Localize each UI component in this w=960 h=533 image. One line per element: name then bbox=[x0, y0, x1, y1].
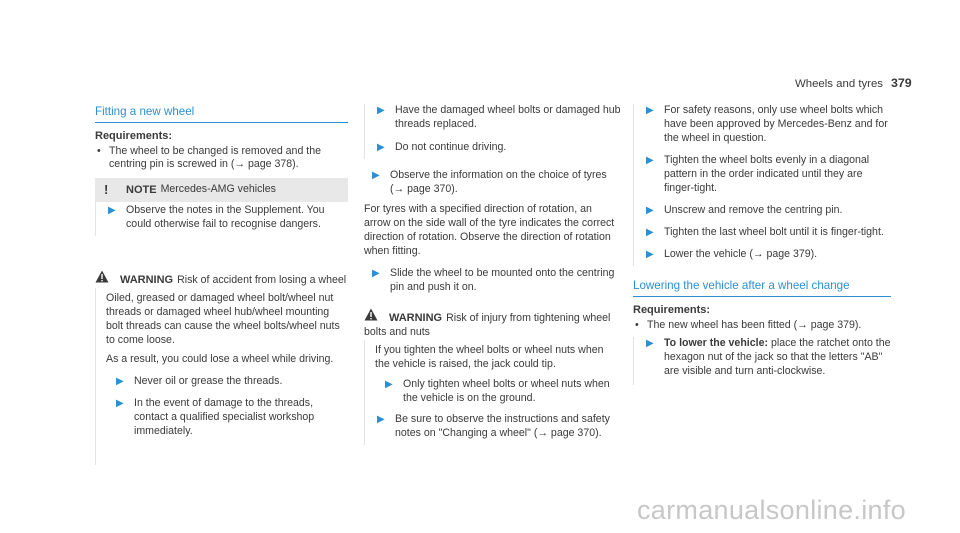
warning-title: WARNING bbox=[119, 274, 174, 286]
arrow-right-icon: ▶ bbox=[372, 267, 380, 279]
instruction-step: ▶ Do not continue driving. bbox=[364, 138, 621, 159]
section-heading-fitting: Fitting a new wheel bbox=[95, 104, 348, 123]
arrow-right-icon: ▶ bbox=[377, 105, 385, 116]
bullet-dot: • bbox=[635, 318, 639, 331]
instruction-step: ▶ In the event of damage to the threads, contact a qualified specialist workshop immediately. bbox=[116, 396, 315, 437]
page-number: 379 bbox=[891, 76, 912, 90]
arrow-right-icon: ▶ bbox=[377, 141, 385, 153]
body-paragraph: For tyres with a specified direction of rotation, an arrow on the side wall of the tyre indicates the correct direction of rotation. Observe the direction of rotation when fitting. bbox=[364, 202, 615, 257]
arrow-right-icon: ▶ bbox=[646, 338, 654, 349]
warning-paragraph: If you tighten the wheel bolts or wheel nuts when the vehicle is raised, the jack could tip. bbox=[375, 343, 604, 370]
bullet-dot: • bbox=[97, 144, 101, 157]
instruction-step: ▶ Tighten the wheel bolts evenly in a diagonal pattern in the order indicated until they are finger-tight. bbox=[633, 154, 891, 204]
instruction-step: ▶ Only tighten wheel bolts or wheel nuts when the vehicle is on the ground. bbox=[385, 377, 610, 404]
arrow-right-icon: ▶ bbox=[646, 105, 654, 116]
arrow-right-icon: ▶ bbox=[108, 205, 116, 216]
instruction-step: ▶ Tighten the last wheel bolt until it is finger-tight. bbox=[633, 226, 891, 248]
arrow-right-icon: ▶ bbox=[646, 226, 654, 238]
header-title: Wheels and tyres bbox=[795, 78, 883, 90]
instruction-step: ▶ Never oil or grease the threads. bbox=[116, 374, 283, 387]
instruction-step: ▶ For safety reasons, only use wheel bolts which have been approved by Mercedes-Benz and for the wheel in question. bbox=[633, 104, 891, 154]
running-header bbox=[795, 75, 912, 92]
requirement-item: • The new wheel has been fitted (→ page 379). bbox=[635, 318, 862, 331]
warning-title: WARNING bbox=[388, 312, 443, 324]
warning-head-text: Risk of accident from losing a wheel bbox=[177, 274, 347, 286]
requirement-item: • The wheel to be changed is removed and the centring pin is screwed in (→ page 378). bbox=[97, 144, 322, 171]
warning-box-accident bbox=[95, 269, 348, 465]
instruction-step: ▶ Observe the notes in the Supplement. You could otherwise fail to recognise dangers. bbox=[95, 202, 348, 236]
instruction-step: ▶ Lower the vehicle (→ page 379). bbox=[633, 248, 891, 266]
section-heading-lowering: Lowering the vehicle after a wheel change bbox=[633, 278, 891, 297]
requirements-title: Requirements: bbox=[633, 304, 711, 316]
warning-paragraph: Oiled, greased or damaged wheel bolt/wheel nut threads or damaged wheel hub/wheel mounting bolt threads can cause the wheel bolts/wheel nuts to come loose. bbox=[106, 291, 340, 346]
arrow-right-icon: ▶ bbox=[116, 375, 124, 387]
note-icon: ! bbox=[104, 182, 109, 197]
requirements-title: Requirements: bbox=[95, 130, 173, 142]
note-text: Mercedes-AMG vehicles bbox=[160, 183, 276, 195]
instruction-step: ▶ Observe the information on the choice of tyres (→ page 370). bbox=[372, 169, 607, 195]
instruction-step: ▶ Be sure to observe the instructions and safety notes on "Changing a wheel" (→ page 370). bbox=[364, 413, 621, 445]
instruction-step: ▶ Slide the wheel to be mounted onto the centring pin and push it on. bbox=[372, 266, 615, 293]
instruction-step: ▶ Unscrew and remove the centring pin. bbox=[633, 204, 891, 226]
step-bold-label: To lower the vehicle: bbox=[664, 337, 768, 349]
instruction-step: ▶ To lower the vehicle: place the ratchet onto the hexagon nut of the jack so that the letters "AB" are visible and turn anti-clockwise. bbox=[633, 337, 891, 385]
arrow-right-icon: ▶ bbox=[385, 378, 393, 390]
arrow-right-icon: ▶ bbox=[377, 414, 385, 425]
arrow-right-icon: ▶ bbox=[646, 248, 654, 260]
watermark: carmanualsonline.info bbox=[637, 495, 906, 525]
warning-body bbox=[95, 288, 348, 465]
note-title: NOTE bbox=[126, 184, 157, 196]
note-box bbox=[95, 178, 348, 202]
warning-triangle-icon bbox=[364, 308, 378, 321]
arrow-right-icon: ▶ bbox=[372, 170, 380, 181]
warning-box-injury bbox=[364, 307, 621, 428]
warning-head-text: Risk of injury from tightening wheel bolts and nuts bbox=[364, 312, 611, 338]
arrow-right-icon: ▶ bbox=[646, 154, 654, 166]
warning-paragraph: As a result, you could lose a wheel while driving. bbox=[106, 352, 334, 365]
arrow-right-icon: ▶ bbox=[116, 397, 124, 409]
warning-triangle-icon bbox=[95, 270, 109, 283]
instruction-step: ▶ Have the damaged wheel bolts or damaged hub threads replaced. bbox=[364, 104, 621, 138]
arrow-right-icon: ▶ bbox=[646, 204, 654, 216]
